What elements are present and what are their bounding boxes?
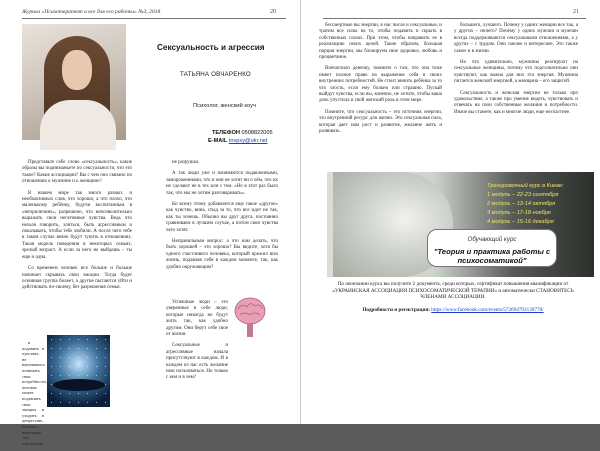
paragraph: Успешные люди – это уверенные в себе люди, которые никогда не будут жить так, как удобно другим. Они берут себе свое от жизни. bbox=[166, 300, 228, 338]
phone-value: 0508822005 bbox=[241, 130, 273, 136]
paragraph: Со временем человек все больше и больше начинает скрывать свои эмоции. Тогда будет основная группа болеет, а другие пытаются уйти и действовать по-своему, без разрешения семьи. bbox=[22, 266, 132, 291]
paragraph: Впечатлило девочку, помните о том, что она тоже имеет полное право на выражение себя и своих внутренних потребностей. Не стоит винить ребёнка за то что злость, если ему больно или страшно. Пускай выйдут чувства, если вы, конечно, не хотите, чтобы ваша дочь упустила и свой женский роль в этом мире. bbox=[319, 66, 442, 104]
paragraph: Сексуальные и агрессивные начала присутствуют в каждом. И в каждом из нас есть желание ими пользоваться. Но только с кем и в чем? bbox=[166, 343, 228, 381]
registration-line bbox=[327, 307, 579, 314]
paragraph: не разрушал. bbox=[172, 160, 200, 165]
page-number: 21 bbox=[573, 9, 579, 15]
course-label: Обучающий курс bbox=[467, 236, 517, 243]
paragraph: Сексуальность и женская энергия не только про удовольствие, а также про умение видеть, чувствовать и отвечать на свои собственные желания и потребности. Иначе вы станете, как и многие люди, еще несчастнее. bbox=[454, 90, 578, 115]
brain-illustration bbox=[232, 295, 269, 340]
paragraph: бессмертные вы энергии, в нас числе и сексуальные, и тратим все силы на то, чтобы подавить и скрыть в собственных глазах. При этом, чтобы направить ее в реализацию своих целей. Такие образом, большая порция энергии, мы блокируем свое здоровье, любовь и процветание. bbox=[319, 23, 442, 61]
phone-label: ТЕЛЕФОН bbox=[212, 130, 240, 136]
header-divider bbox=[323, 18, 586, 19]
paragraph: в подавить в чувствах, не научившись понимать свои потребности, человек может подавлять свои эмоции и уходить в депрессию, болезнь, ненужные ему отношения. bbox=[22, 340, 47, 446]
paragraph: Неправильным вопрос: а что нам делать, что быть хорошей – это хорошо? Вы видите, хотя бы одного счастливого человека, который прожил всю жизнь, подавляя себя в каждом моменте, так, как удобно окружающим? bbox=[166, 239, 278, 270]
author-phone bbox=[212, 130, 273, 136]
paragraph: В нашем мире так много разных и необъяснимых слов, что хорошо, а что плохо, что маленькому ребёнку, будучи воспитанным в «неприличиях», разрешено, что непозволительно выражать свои негативные чувства. Ведь что нельзя говорить, злиться, быть агрессивным и показывать, чтобы тебе любили. А после чего тебе в таком случае вечно будут тупить в отношениях. Такая модель поведения в некоторых семьях, зрелый возраст. А если за него не выйдешь – ты еще и одна. bbox=[22, 190, 132, 260]
article-column-4 bbox=[454, 23, 578, 121]
illustration-image bbox=[47, 335, 110, 407]
author-photo bbox=[22, 24, 126, 140]
author-role: Психолог, женский коуч bbox=[193, 103, 257, 109]
registration-link[interactable]: https://www.facebook.com/events/572694793139770/ bbox=[431, 306, 544, 313]
paragraph: Но что удивительно, мужчины реагируют на сексуальные женщины, потому что подсознательно они чувствуют, как важна для них эта энергия. Мужчина питается женской энергией, а женщина – его защитой. bbox=[454, 60, 578, 85]
registration-label: Подробности и регистрация: bbox=[362, 306, 430, 313]
paragraph: Помните, что сексуальность – это источник энергии, это внутренний ресурс для жизни. Это сексуальная сила, которая дает нам рост и развитие, желание жить и развивать. bbox=[319, 109, 442, 135]
page-number: 20 bbox=[270, 9, 276, 15]
article-column-2-lower bbox=[166, 300, 228, 387]
schedule-line: 4 модуль – 15-16 декабря bbox=[487, 219, 554, 225]
course-title-badge bbox=[427, 229, 557, 267]
author-name: ТАТЬЯНА ОВЧАРЕНКО bbox=[180, 71, 251, 78]
certificate-text: По окончании курса вы получите 2 документа, среди которых, сертификат повышения квалификации от «УКРАИНСКАЯ АССОЦИАЦИЯ ПСИХОСОМАТИЧЕСКОЙ ТЕРАПИИ» и автоматически СТАНОВИТЕСЬ ЧЛЕНАМИ АССОЦИАЦИИ. bbox=[332, 281, 574, 301]
author-email bbox=[208, 138, 267, 144]
schedule-line: 2 модуль – 13-14 октября bbox=[487, 201, 556, 207]
course-footer bbox=[327, 281, 579, 319]
article-column-3 bbox=[319, 23, 442, 141]
paragraph: А так люди уже и начинаются подавленными, замороженными, что и они не хотят ни о чём, что их не сделают не в тех или с тем. «Но в этот раз было так, что мы не хотим разговаривать». bbox=[166, 171, 278, 196]
journal-title: Журнал «Психотерапевт и все для его работы» №3, 2018 bbox=[22, 9, 161, 15]
article-title: Сексуальность и агрессия bbox=[157, 43, 265, 52]
email-label: E-MAIL bbox=[208, 138, 228, 144]
article-column-1 bbox=[22, 160, 132, 297]
schedule-line: Тренировочный курс в Киеве: bbox=[487, 183, 564, 189]
paragraph: Ко всему этому добавляется еще такое «другое» как чувство, вина, стыд за то, что все идет не так, как ты хочешь. Обычно вы друг друга, постоянно сравниваем в лучшем случае, а потом свои чувства чего хотят. bbox=[166, 202, 278, 233]
course-name: "Теория и практика работы с психосоматикой" bbox=[433, 247, 551, 265]
header-divider bbox=[22, 18, 286, 19]
right-page bbox=[300, 0, 600, 424]
course-schedule bbox=[487, 182, 564, 227]
left-page bbox=[0, 0, 300, 446]
email-link[interactable]: tovpsy@ukr.net bbox=[228, 138, 268, 144]
schedule-line: 1 модуль – 22-23 сентября bbox=[487, 192, 559, 198]
schedule-line: 3 модуль – 17-18 ноября bbox=[487, 210, 551, 216]
course-banner[interactable] bbox=[327, 172, 594, 277]
paragraph: большего, лучшего. Почему у одних женщин все так, а у других – ничего? Почему у одних мужчин и мужчин всегда поддерживаются сексуальными отношениями, а у других – с трудом. Они смелее и интереснее. Это также самое и в жизни. bbox=[454, 23, 578, 54]
article-column-1-tail bbox=[22, 340, 47, 451]
paragraph: Представьте себе слово «сексуальность», какие образы вы подниманьете по сексуальности, что это такое? Какие ассоциации? Вы с чем оно связано по отношению к мужчине и к женщине? bbox=[22, 160, 132, 185]
article-column-2 bbox=[166, 160, 278, 276]
